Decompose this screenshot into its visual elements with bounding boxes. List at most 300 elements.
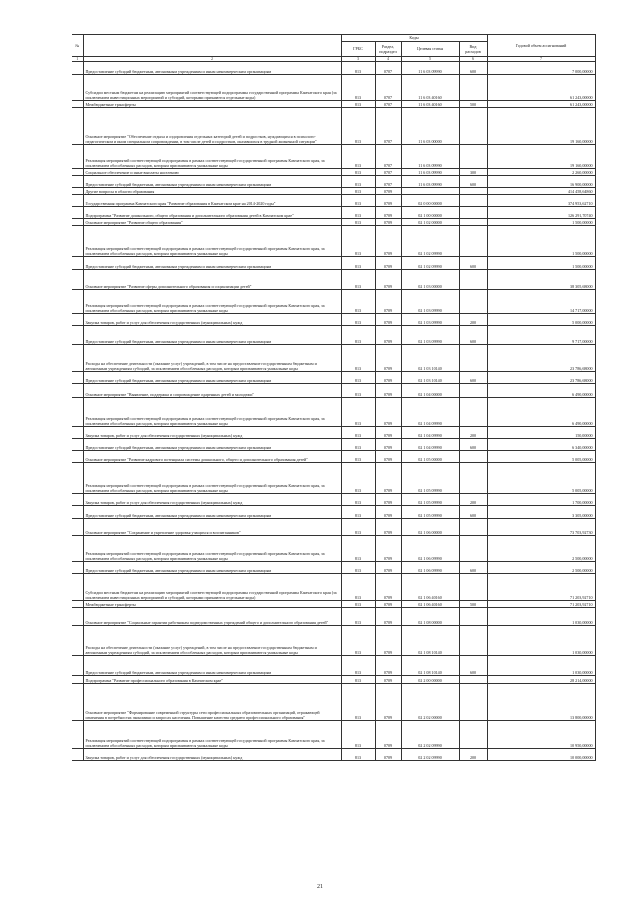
row-name-cell: Предоставление субсидий бюджетным, автономным учреждениям и иным некоммерческим организациям	[83, 176, 341, 188]
row-razdel-cell: 0709	[375, 439, 401, 451]
row-vid-cell	[459, 721, 487, 749]
row-name-cell: Субсидии местным бюджетам на реализацию мероприятий соответствующей подпрограммы государственной программы Камчатского края (за исключением инвестиционных мероприятий и субсидий, которыми признаются отдельные коды)	[83, 75, 341, 101]
row-target-cell: 02 1 04 00000	[401, 384, 459, 398]
row-vid-cell	[459, 290, 487, 314]
row-name-cell: Предоставление субсидий бюджетным, автономным учреждениям и иным некоммерческим организациям	[83, 62, 341, 75]
row-razdel-cell: 0707	[375, 62, 401, 75]
table-row	[72, 219, 595, 226]
row-grbs-cell: 813	[341, 398, 375, 427]
row-target-cell: 02 1 02 09990	[401, 257, 459, 270]
row-number-cell	[72, 290, 83, 314]
row-grbs-cell: 813	[341, 169, 375, 176]
col-number-7: 7	[487, 57, 595, 62]
row-amount-cell: 9 717,00000	[487, 326, 595, 345]
row-grbs-cell: 813	[341, 62, 375, 75]
row-number-cell	[72, 345, 83, 372]
row-razdel-cell: 0709	[375, 519, 401, 536]
row-number-cell	[72, 326, 83, 345]
row-razdel-cell: 0709	[375, 257, 401, 270]
row-name-cell: Закупка товаров, работ и услуг для обеспечения государственных (муниципальных) нужд	[83, 494, 341, 506]
table-body	[72, 62, 595, 761]
row-amount-cell: 23 786,68000	[487, 345, 595, 372]
row-amount-cell: 61 243,00000	[487, 75, 595, 101]
table-row	[72, 494, 595, 506]
row-name-cell: Основное мероприятие "Развитие общего образования"	[83, 219, 341, 226]
col-number-2: 2	[83, 57, 341, 62]
row-target-cell: 02 1 04 09990	[401, 427, 459, 439]
row-vid-cell: 300	[459, 169, 487, 176]
row-razdel-cell: 0709	[375, 608, 401, 626]
header-amount-col: Годовой объем ассигнований	[487, 35, 595, 57]
header-number-col: №	[72, 35, 83, 57]
row-target-cell: 02 1 02 00000	[401, 219, 459, 226]
row-razdel-cell: 0707	[375, 169, 401, 176]
header-name-col	[83, 35, 341, 57]
row-vid-cell: 200	[459, 749, 487, 761]
row-grbs-cell: 813	[341, 463, 375, 494]
row-grbs-cell: 813	[341, 195, 375, 207]
row-razdel-cell: 0709	[375, 207, 401, 219]
row-amount-cell: 73 703,92730	[487, 519, 595, 536]
table-row	[72, 290, 595, 314]
table-row	[72, 574, 595, 601]
row-grbs-cell: 813	[341, 427, 375, 439]
row-vid-cell	[459, 608, 487, 626]
row-amount-cell: 6 490,00000	[487, 398, 595, 427]
table-row	[72, 169, 595, 176]
row-vid-cell	[459, 188, 487, 195]
row-name-cell: Основное мероприятие "Выявление, поддержка и сопровождение одаренных детей и молодежи"	[83, 384, 341, 398]
row-amount-cell: 1 500,00000	[487, 219, 595, 226]
row-target-cell: 02 1 03 09990	[401, 326, 459, 345]
row-target-cell: 02 1 06 40160	[401, 601, 459, 608]
row-grbs-cell: 813	[341, 601, 375, 608]
header-grbs-col: ГРБС	[341, 42, 375, 57]
row-vid-cell	[459, 195, 487, 207]
row-grbs-cell: 813	[341, 384, 375, 398]
row-razdel-cell: 0709	[375, 451, 401, 463]
row-vid-cell	[459, 226, 487, 257]
row-razdel-cell: 0709	[375, 270, 401, 290]
row-grbs-cell: 813	[341, 101, 375, 108]
row-amount-cell: 71 203,92710	[487, 574, 595, 601]
row-grbs-cell: 813	[341, 372, 375, 384]
row-number-cell	[72, 398, 83, 427]
row-grbs-cell: 813	[341, 656, 375, 676]
row-grbs-cell: 813	[341, 519, 375, 536]
row-number-cell	[72, 257, 83, 270]
row-grbs-cell: 813	[341, 145, 375, 169]
row-amount-cell: 1 030,00000	[487, 608, 595, 626]
col-number-3: 3	[341, 57, 375, 62]
row-razdel-cell: 0709	[375, 536, 401, 562]
row-amount-cell: 13 800,00000	[487, 684, 595, 721]
row-number-cell	[72, 749, 83, 761]
row-razdel-cell: 0709	[375, 314, 401, 326]
row-name-cell: Основное мероприятие "Развитие сферы дополнительного образования и социализации детей"	[83, 270, 341, 290]
row-name-cell: Основное мероприятие "Обеспечение отдыха и оздоровления отдельных категорий детей и подростков, нуждающихся в психолого-педагогическом и ином специальном сопровождении, в том числе детей и подростков, оказавшихся в трудной жизненной ситуации"	[83, 108, 341, 145]
row-grbs-cell: 813	[341, 226, 375, 257]
row-target-cell: 02 1 06 40160	[401, 574, 459, 601]
table-row	[72, 608, 595, 626]
row-target-cell: 02 1 04 09990	[401, 439, 459, 451]
row-target-cell: 11 6 03 40160	[401, 75, 459, 101]
row-number-cell	[72, 108, 83, 145]
row-name-cell: Другие вопросы в области образования	[83, 188, 341, 195]
row-vid-cell	[459, 451, 487, 463]
row-target-cell: 02 1 06 09990	[401, 536, 459, 562]
row-vid-cell	[459, 345, 487, 372]
row-amount-cell: 150,00000	[487, 427, 595, 439]
row-vid-cell: 600	[459, 257, 487, 270]
table-row	[72, 562, 595, 574]
table-row	[72, 195, 595, 207]
row-razdel-cell: 0707	[375, 101, 401, 108]
row-razdel-cell: 0709	[375, 562, 401, 574]
row-amount-cell: 2 500,00000	[487, 562, 595, 574]
row-amount-cell: 19 160,00000	[487, 108, 595, 145]
row-grbs-cell: 813	[341, 326, 375, 345]
row-grbs-cell: 813	[341, 290, 375, 314]
row-grbs-cell: 813	[341, 676, 375, 684]
row-razdel-cell: 0709	[375, 749, 401, 761]
row-amount-cell: 1 500,00000	[487, 257, 595, 270]
row-name-cell: Предоставление субсидий бюджетным, автономным учреждениям и иным некоммерческим организациям	[83, 372, 341, 384]
table-row	[72, 684, 595, 721]
table-row	[72, 519, 595, 536]
row-razdel-cell: 0709	[375, 195, 401, 207]
page-number: 21	[317, 884, 323, 890]
table-row	[72, 226, 595, 257]
row-amount-cell: 23 786,68000	[487, 372, 595, 384]
row-number-cell	[72, 219, 83, 226]
row-target-cell: 02 1 03 09990	[401, 314, 459, 326]
row-target-cell: 11 6 03 09990	[401, 62, 459, 75]
row-amount-cell: 38 305,68000	[487, 270, 595, 290]
row-grbs-cell: 813	[341, 451, 375, 463]
row-name-cell: Реализация мероприятий соответствующей подпрограммы в рамках соответствующей государственной программы Камчатского края, за исключением обособленных расходов, которым присваиваются уникальные коды	[83, 536, 341, 562]
row-razdel-cell: 0709	[375, 345, 401, 372]
row-vid-cell	[459, 207, 487, 219]
row-vid-cell	[459, 384, 487, 398]
row-number-cell	[72, 384, 83, 398]
row-amount-cell: 2 500,00000	[487, 536, 595, 562]
row-number-cell	[72, 536, 83, 562]
row-target-cell: 02 1 06 00000	[401, 519, 459, 536]
row-amount-cell: 126 291,70740	[487, 207, 595, 219]
row-number-cell	[72, 574, 83, 601]
table-row	[72, 451, 595, 463]
row-target-cell: 02 1 03 00000	[401, 270, 459, 290]
row-vid-cell: 600	[459, 326, 487, 345]
row-amount-cell: 5 000,00000	[487, 314, 595, 326]
row-razdel-cell: 0709	[375, 290, 401, 314]
row-target-cell: 02 0 00 00000	[401, 195, 459, 207]
row-razdel-cell: 0707	[375, 176, 401, 188]
row-name-cell: Субсидии местным бюджетам на реализацию мероприятий соответствующей подпрограммы государственной программы Камчатского края (за исключением инвестиционных мероприятий и субсидий, которыми признаются отдельные коды)	[83, 574, 341, 601]
row-number-cell	[72, 721, 83, 749]
col-number-6: 6	[459, 57, 487, 62]
row-target-cell: 02 1 05 09990	[401, 506, 459, 519]
row-amount-cell: 6 340,00000	[487, 439, 595, 451]
row-amount-cell: 19 160,00000	[487, 145, 595, 169]
row-amount-cell: 28 214,00000	[487, 676, 595, 684]
row-grbs-cell: 813	[341, 721, 375, 749]
row-target-cell: 02 1 08 10140	[401, 656, 459, 676]
col-number-1: 1	[72, 57, 83, 62]
row-razdel-cell: 0709	[375, 626, 401, 656]
table-row	[72, 326, 595, 345]
row-name-cell: Социальное обеспечение и иные выплаты населению	[83, 169, 341, 176]
row-name-cell: Предоставление субсидий бюджетным, автономным учреждениям и иным некоммерческим организациям	[83, 439, 341, 451]
table-row	[72, 656, 595, 676]
row-vid-cell: 200	[459, 427, 487, 439]
row-target-cell: 02 1 05 09990	[401, 494, 459, 506]
row-amount-cell: 7 000,00000	[487, 62, 595, 75]
row-amount-cell: 1 500,00000	[487, 226, 595, 257]
row-amount-cell: 1 700,00000	[487, 494, 595, 506]
row-razdel-cell: 0709	[375, 372, 401, 384]
table-row	[72, 257, 595, 270]
row-grbs-cell: 813	[341, 536, 375, 562]
row-vid-cell: 600	[459, 176, 487, 188]
table-row	[72, 345, 595, 372]
row-grbs-cell: 813	[341, 562, 375, 574]
row-amount-cell: 374 953,62710	[487, 195, 595, 207]
row-number-cell	[72, 494, 83, 506]
row-target-cell: 02 2 02 09990	[401, 749, 459, 761]
col-number-5: 5	[401, 57, 459, 62]
row-number-cell	[72, 451, 83, 463]
row-name-cell: Подпрограмма "Развитие дошкольного, общего образования и дополнительного образования детей в Камчатском крае"	[83, 207, 341, 219]
row-amount-cell: 3 305,00000	[487, 506, 595, 519]
row-vid-cell: 600	[459, 372, 487, 384]
header-razdel-col: Раздел, подраздел	[375, 42, 401, 57]
row-number-cell	[72, 656, 83, 676]
row-number-cell	[72, 101, 83, 108]
row-number-cell	[72, 188, 83, 195]
row-razdel-cell: 0709	[375, 506, 401, 519]
row-grbs-cell: 813	[341, 749, 375, 761]
row-target-cell: 02 1 08 00000	[401, 608, 459, 626]
table-row	[72, 398, 595, 427]
row-name-cell: Основное мероприятие "Развитие кадрового потенциала системы дошкольного, общего и дополнительного образования детей"	[83, 451, 341, 463]
row-target-cell: 02 1 02 09990	[401, 226, 459, 257]
row-amount-cell: 5 005,00000	[487, 463, 595, 494]
row-vid-cell	[459, 684, 487, 721]
row-name-cell: Межбюджетные трансферты	[83, 101, 341, 108]
row-target-cell: 11 6 03 00000	[401, 108, 459, 145]
row-vid-cell	[459, 574, 487, 601]
row-name-cell: Реализация мероприятий соответствующей подпрограммы в рамках соответствующей государственной программы Камчатского края, за исключением обособленных расходов, которым присваиваются уникальные коды	[83, 398, 341, 427]
row-target-cell: 02 2 00 00000	[401, 676, 459, 684]
table-row	[72, 145, 595, 169]
table-row	[72, 439, 595, 451]
row-name-cell: Основное мероприятие "Социальные гарантии работникам подведомственных учреждений общего и дополнительного образования детей"	[83, 608, 341, 626]
row-grbs-cell: 813	[341, 270, 375, 290]
row-target-cell: 02 1 08 10140	[401, 626, 459, 656]
row-number-cell	[72, 626, 83, 656]
row-target-cell: 02 1 03 10140	[401, 372, 459, 384]
row-grbs-cell: 813	[341, 314, 375, 326]
row-razdel-cell: 0709	[375, 326, 401, 345]
row-name-cell: Подпрограмма "Развитие профессионального образования в Камчатском крае"	[83, 676, 341, 684]
row-number-cell	[72, 463, 83, 494]
row-vid-cell	[459, 75, 487, 101]
table-row	[72, 101, 595, 108]
row-number-cell	[72, 195, 83, 207]
table-row	[72, 62, 595, 75]
row-amount-cell: 71 203,92710	[487, 601, 595, 608]
header-vid-col: Вид расходов	[459, 42, 487, 57]
header-codes-group: Коды	[341, 35, 487, 42]
row-number-cell	[72, 676, 83, 684]
row-number-cell	[72, 519, 83, 536]
table-row	[72, 176, 595, 188]
row-number-cell	[72, 601, 83, 608]
row-razdel-cell: 0709	[375, 656, 401, 676]
row-vid-cell: 200	[459, 314, 487, 326]
row-name-cell: Основное мероприятие "Формирование современной структуры сети профессиональных образовательных организаций, отражающей изменения в потребностях экономики и запросах населения. Повышение качества среднего профессионального образования"	[83, 684, 341, 721]
row-vid-cell: 200	[459, 494, 487, 506]
row-amount-cell: 6 490,00000	[487, 384, 595, 398]
row-name-cell: Расходы на обеспечение деятельности (оказание услуг) учреждений, в том числе на предоставление государственным бюджетным и автономным учреждениям субсидий, за исключением обособленных расходов, которым присваиваются уникальные коды	[83, 345, 341, 372]
row-vid-cell: 600	[459, 656, 487, 676]
row-razdel-cell: 0709	[375, 427, 401, 439]
row-vid-cell: 500	[459, 601, 487, 608]
row-razdel-cell: 0709	[375, 463, 401, 494]
row-grbs-cell: 813	[341, 108, 375, 145]
row-amount-cell: 10 950,00000	[487, 721, 595, 749]
table-row	[72, 427, 595, 439]
row-grbs-cell: 813	[341, 684, 375, 721]
row-razdel-cell: 0709	[375, 574, 401, 601]
row-vid-cell: 600	[459, 562, 487, 574]
row-target-cell: 02 1 00 00000	[401, 207, 459, 219]
row-number-cell	[72, 145, 83, 169]
table-row	[72, 463, 595, 494]
table-row	[72, 721, 595, 749]
table-row	[72, 207, 595, 219]
col-number-4: 4	[375, 57, 401, 62]
row-name-cell: Реализация мероприятий соответствующей подпрограммы в рамках соответствующей государственной программы Камчатского края, за исключением обособленных расходов, которым присваиваются уникальные коды	[83, 721, 341, 749]
row-grbs-cell: 813	[341, 626, 375, 656]
row-target-cell	[401, 188, 459, 195]
row-name-cell: Закупка товаров, работ и услуг для обеспечения государственных (муниципальных) нужд	[83, 314, 341, 326]
row-number-cell	[72, 427, 83, 439]
row-amount-cell: 5 005,00000	[487, 451, 595, 463]
row-target-cell: 02 1 03 10140	[401, 345, 459, 372]
row-vid-cell	[459, 108, 487, 145]
row-grbs-cell: 813	[341, 188, 375, 195]
row-vid-cell	[459, 145, 487, 169]
row-target-cell: 02 1 05 09990	[401, 463, 459, 494]
row-grbs-cell: 813	[341, 257, 375, 270]
row-vid-cell	[459, 270, 487, 290]
row-target-cell: 11 6 03 40160	[401, 101, 459, 108]
row-number-cell	[72, 270, 83, 290]
row-vid-cell: 600	[459, 439, 487, 451]
row-amount-cell: 14 717,00000	[487, 290, 595, 314]
row-grbs-cell: 813	[341, 439, 375, 451]
table-row	[72, 372, 595, 384]
row-name-cell: Реализация мероприятий соответствующей подпрограммы в рамках соответствующей государственной программы Камчатского края, за исключением обособленных расходов, которым присваиваются уникальные коды	[83, 290, 341, 314]
row-number-cell	[72, 372, 83, 384]
row-name-cell: Реализация мероприятий соответствующей подпрограммы в рамках соответствующей государственной программы Камчатского края, за исключением обособленных расходов, которым присваиваются уникальные коды	[83, 226, 341, 257]
row-vid-cell	[459, 626, 487, 656]
row-number-cell	[72, 608, 83, 626]
row-number-cell	[72, 226, 83, 257]
table-row	[72, 384, 595, 398]
table-row	[72, 749, 595, 761]
row-grbs-cell: 813	[341, 608, 375, 626]
table-row	[72, 75, 595, 101]
row-vid-cell	[459, 676, 487, 684]
row-name-cell: Государственная программа Камчатского края "Развитие образования в Камчатском крае на 2014-2020 годы"	[83, 195, 341, 207]
row-target-cell: 02 2 02 00000	[401, 684, 459, 721]
row-razdel-cell: 0709	[375, 601, 401, 608]
row-vid-cell	[459, 463, 487, 494]
row-number-cell	[72, 684, 83, 721]
row-name-cell: Закупка товаров, работ и услуг для обеспечения государственных (муниципальных) нужд	[83, 427, 341, 439]
row-name-cell: Предоставление субсидий бюджетным, автономным учреждениям и иным некоммерческим организациям	[83, 257, 341, 270]
row-grbs-cell: 813	[341, 219, 375, 226]
row-amount-cell: 2 260,00000	[487, 169, 595, 176]
row-razdel-cell: 0709	[375, 676, 401, 684]
row-target-cell: 11 6 03 09990	[401, 169, 459, 176]
row-amount-cell: 61 243,00000	[487, 101, 595, 108]
row-target-cell: 11 6 03 09990	[401, 176, 459, 188]
row-number-cell	[72, 75, 83, 101]
row-amount-cell: 1 030,00000	[487, 656, 595, 676]
row-target-cell: 02 2 02 09990	[401, 721, 459, 749]
row-number-cell	[72, 176, 83, 188]
row-razdel-cell: 0709	[375, 684, 401, 721]
row-name-cell: Предоставление субсидий бюджетным, автономным учреждениям и иным некоммерческим организациям	[83, 326, 341, 345]
row-target-cell: 02 1 05 00000	[401, 451, 459, 463]
row-grbs-cell: 813	[341, 207, 375, 219]
row-number-cell	[72, 562, 83, 574]
budget-table	[72, 34, 596, 761]
row-name-cell: Основное мероприятие "Сохранение и укрепление здоровья учащихся и воспитанников"	[83, 519, 341, 536]
row-name-cell: Реализация мероприятий соответствующей подпрограммы в рамках соответствующей государственной программы Камчатского края, за исключением обособленных расходов, которым присваиваются уникальные коды	[83, 145, 341, 169]
table-row	[72, 676, 595, 684]
row-razdel-cell: 0707	[375, 108, 401, 145]
row-grbs-cell: 813	[341, 345, 375, 372]
header-target-col: Целевая статья	[401, 42, 459, 57]
row-amount-cell: 10 000,00000	[487, 749, 595, 761]
row-vid-cell	[459, 398, 487, 427]
row-amount-cell: 1 030,00000	[487, 626, 595, 656]
row-razdel-cell: 0707	[375, 75, 401, 101]
row-razdel-cell: 0709	[375, 219, 401, 226]
table-row	[72, 601, 595, 608]
row-razdel-cell: 0709	[375, 188, 401, 195]
row-number-cell	[72, 169, 83, 176]
row-amount-cell: 414 458,64860	[487, 188, 595, 195]
row-vid-cell: 600	[459, 506, 487, 519]
row-vid-cell	[459, 536, 487, 562]
table-row	[72, 108, 595, 145]
row-grbs-cell: 813	[341, 75, 375, 101]
row-number-cell	[72, 314, 83, 326]
row-target-cell: 02 1 03 09990	[401, 290, 459, 314]
row-grbs-cell: 813	[341, 506, 375, 519]
row-name-cell: Закупка товаров, работ и услуг для обеспечения государственных (муниципальных) нужд	[83, 749, 341, 761]
row-amount-cell: 16 900,00000	[487, 176, 595, 188]
table-row	[72, 188, 595, 195]
table-row	[72, 626, 595, 656]
